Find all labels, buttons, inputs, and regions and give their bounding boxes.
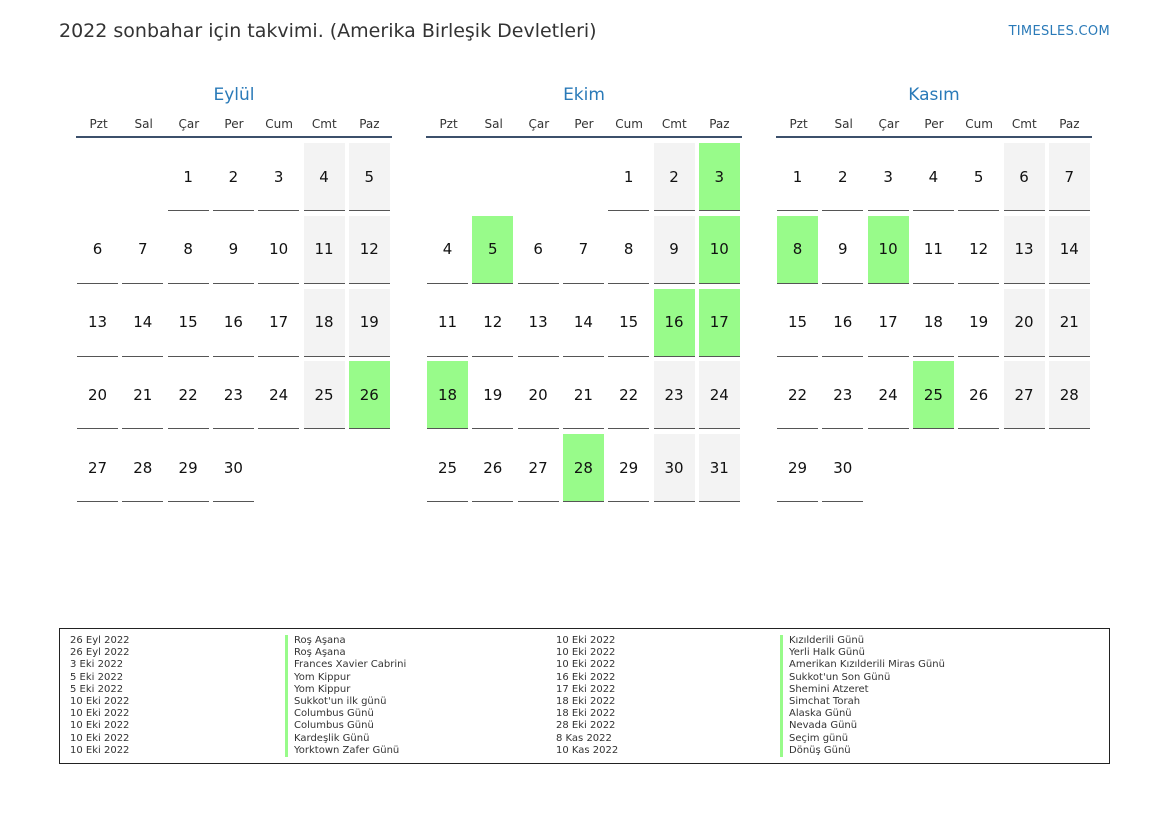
legend-holiday-name: Frances Xavier Cabrini: [285, 659, 406, 671]
weekday-label: Cmt: [661, 117, 687, 131]
day-cell[interactable]: 11: [304, 216, 345, 284]
holiday-day-cell[interactable]: 28: [563, 434, 604, 502]
day-cell[interactable]: 9: [213, 216, 254, 284]
day-cell[interactable]: 13: [518, 289, 559, 357]
day-cell[interactable]: 2: [213, 143, 254, 211]
day-cell[interactable]: 17: [868, 289, 909, 357]
day-cell[interactable]: 30: [654, 434, 695, 502]
day-cell[interactable]: 29: [608, 434, 649, 502]
day-cell[interactable]: 6: [77, 216, 118, 284]
day-cell[interactable]: 21: [563, 361, 604, 429]
legend-holiday-name: Nevada Günü: [780, 720, 945, 732]
day-cell[interactable]: 23: [822, 361, 863, 429]
legend-date: 28 Eki 2022: [556, 720, 616, 732]
legend-names-left: [285, 635, 406, 757]
day-cell[interactable]: 15: [777, 289, 818, 357]
day-cell[interactable]: 21: [1049, 289, 1090, 357]
legend-date: 10 Eki 2022: [556, 659, 616, 671]
legend-holiday-name: Kızılderili Günü: [780, 635, 945, 647]
day-cell[interactable]: 20: [1004, 289, 1045, 357]
holiday-day-cell[interactable]: 8: [777, 216, 818, 284]
day-cell[interactable]: 6: [1004, 143, 1045, 211]
day-cell[interactable]: 4: [304, 143, 345, 211]
legend-date: 26 Eyl 2022: [70, 635, 130, 646]
day-cell[interactable]: 28: [1049, 361, 1090, 429]
day-cell[interactable]: 1: [608, 143, 649, 211]
day-cell[interactable]: 25: [304, 361, 345, 429]
day-cell[interactable]: 11: [913, 216, 954, 284]
month-name: Kasım: [908, 85, 960, 105]
legend-date: 5 Eki 2022: [70, 683, 124, 695]
day-cell[interactable]: 5: [349, 143, 390, 211]
day-cell[interactable]: 16: [822, 289, 863, 357]
legend-holiday-name: Amerikan Kızılderili Miras Günü: [780, 659, 945, 671]
weekday-label: Pzt: [439, 117, 458, 131]
day-cell[interactable]: 27: [518, 434, 559, 502]
legend-holiday-name: Seçim günü: [780, 733, 945, 745]
weekday-label: Cum: [615, 117, 643, 131]
holiday-day-cell[interactable]: 10: [699, 216, 740, 284]
legend-names-right: [780, 635, 945, 757]
day-cell[interactable]: 17: [258, 289, 299, 357]
day-cell[interactable]: 10: [258, 216, 299, 284]
day-cell[interactable]: 14: [563, 289, 604, 357]
day-cell[interactable]: 22: [777, 361, 818, 429]
weekday-label: Per: [924, 117, 944, 131]
day-cell[interactable]: 15: [608, 289, 649, 357]
weekday-label: Per: [574, 117, 594, 131]
month-october: [426, 84, 742, 477]
legend-holiday-name: Sukkot'un ilk günü: [285, 696, 406, 708]
day-cell[interactable]: 29: [168, 434, 209, 502]
day-cell[interactable]: 31: [699, 434, 740, 502]
weekday-label: Cmt: [311, 117, 337, 131]
legend-date: 3 Eki 2022: [70, 659, 124, 671]
day-cell[interactable]: 2: [654, 143, 695, 211]
day-cell[interactable]: 4: [427, 216, 468, 284]
legend-date: 10 Eki 2022: [70, 720, 130, 732]
day-cell[interactable]: 9: [822, 216, 863, 284]
legend-date: 18 Eki 2022: [556, 708, 616, 720]
legend-holiday-name: Roş Aşana: [285, 635, 406, 647]
weekday-header: [76, 116, 392, 138]
holiday-day-cell[interactable]: 17: [699, 289, 740, 357]
legend-holiday-name: Kardeşlik Günü: [285, 733, 406, 745]
day-cell[interactable]: 26: [958, 361, 999, 429]
site-link[interactable]: TIMESLES.COM: [1008, 24, 1110, 39]
day-cell[interactable]: 8: [168, 216, 209, 284]
legend-holiday-name: Yerli Halk Günü: [780, 647, 945, 659]
month-november: [776, 84, 1092, 477]
weekday-label: Paz: [359, 117, 380, 131]
weekday-label: Pzt: [789, 117, 808, 131]
day-cell[interactable]: 1: [777, 143, 818, 211]
day-cell[interactable]: 11: [427, 289, 468, 357]
legend-holiday-name: Yorktown Zafer Günü: [285, 745, 406, 757]
weekday-header: [776, 116, 1092, 138]
holiday-day-cell[interactable]: 10: [868, 216, 909, 284]
legend-date: 10 Eki 2022: [70, 696, 130, 708]
legend-date: 10 Eki 2022: [70, 732, 130, 744]
day-cell[interactable]: 7: [122, 216, 163, 284]
day-cell[interactable]: 23: [213, 361, 254, 429]
weekday-label: Çar: [178, 117, 200, 131]
day-cell[interactable]: 19: [958, 289, 999, 357]
weekday-label: Paz: [709, 117, 730, 131]
legend-holiday-name: Yom Kippur: [285, 672, 406, 684]
legend-date: 26 Eyl 2022: [70, 647, 130, 659]
legend-date: 18 Eki 2022: [556, 696, 616, 708]
day-cell[interactable]: 12: [349, 216, 390, 284]
legend-holiday-name: Alaska Günü: [780, 708, 945, 720]
weekday-label: Paz: [1059, 117, 1080, 131]
day-cell[interactable]: 28: [122, 434, 163, 502]
legend-holiday-name: Shemini Atzeret: [780, 684, 945, 696]
holiday-day-cell[interactable]: 25: [913, 361, 954, 429]
weekday-label: Sal: [484, 117, 503, 131]
day-cell[interactable]: 20: [77, 361, 118, 429]
weekday-label: Cum: [265, 117, 293, 131]
day-cell[interactable]: 19: [349, 289, 390, 357]
day-cell[interactable]: 13: [1004, 216, 1045, 284]
day-cell[interactable]: 26: [472, 434, 513, 502]
day-cell[interactable]: 29: [777, 434, 818, 502]
day-cell[interactable]: 1: [168, 143, 209, 211]
weekday-label: Çar: [878, 117, 900, 131]
day-cell[interactable]: 15: [168, 289, 209, 357]
day-cell[interactable]: 18: [304, 289, 345, 357]
day-cell[interactable]: 27: [77, 434, 118, 502]
weekday-header: [426, 116, 742, 138]
day-cell[interactable]: 12: [472, 289, 513, 357]
day-cell[interactable]: 24: [699, 361, 740, 429]
day-cell[interactable]: 16: [213, 289, 254, 357]
legend-date: 8 Kas 2022: [556, 732, 612, 744]
legend-date: 10 Eki 2022: [556, 635, 616, 646]
day-cell[interactable]: 7: [1049, 143, 1090, 211]
legend-date: 17 Eki 2022: [556, 683, 616, 695]
day-cell[interactable]: 5: [958, 143, 999, 211]
legend-holiday-name: Yom Kippur: [285, 684, 406, 696]
legend-date: 10 Eki 2022: [70, 708, 130, 720]
day-cell[interactable]: 3: [258, 143, 299, 211]
holiday-day-cell[interactable]: 3: [699, 143, 740, 211]
legend-date: 5 Eki 2022: [70, 671, 124, 683]
legend-holiday-name: Roş Aşana: [285, 647, 406, 659]
day-cell[interactable]: 30: [822, 434, 863, 502]
weekday-label: Pzt: [89, 117, 108, 131]
day-cell[interactable]: 4: [913, 143, 954, 211]
holiday-day-cell[interactable]: 16: [654, 289, 695, 357]
day-cell[interactable]: 18: [913, 289, 954, 357]
legend-date: 10 Kas 2022: [556, 744, 619, 756]
day-cell[interactable]: 3: [868, 143, 909, 211]
day-cell[interactable]: 19: [472, 361, 513, 429]
month-name: Eylül: [213, 85, 255, 105]
day-cell[interactable]: 2: [822, 143, 863, 211]
day-cell[interactable]: 8: [608, 216, 649, 284]
day-cell[interactable]: 13: [77, 289, 118, 357]
day-cell[interactable]: 9: [654, 216, 695, 284]
day-cell[interactable]: 22: [608, 361, 649, 429]
day-cell[interactable]: 27: [1004, 361, 1045, 429]
day-cell[interactable]: 24: [258, 361, 299, 429]
day-cell[interactable]: 20: [518, 361, 559, 429]
page-title: 2022 sonbahar için takvimi. (Amerika Birleşik Devletleri): [59, 20, 597, 42]
month-september: [76, 84, 392, 477]
day-cell[interactable]: 7: [563, 216, 604, 284]
legend-date: 10 Eki 2022: [556, 647, 616, 659]
day-cell[interactable]: 24: [868, 361, 909, 429]
day-cell[interactable]: 6: [518, 216, 559, 284]
weekday-label: Sal: [834, 117, 853, 131]
legend-holiday-name: Sukkot'un Son Günü: [780, 672, 945, 684]
day-cell[interactable]: 21: [122, 361, 163, 429]
holiday-day-cell[interactable]: 26: [349, 361, 390, 429]
weekday-label: Çar: [528, 117, 550, 131]
legend-holiday-name: Simchat Torah: [780, 696, 945, 708]
day-cell[interactable]: 12: [958, 216, 999, 284]
month-name: Ekim: [563, 85, 605, 105]
legend-dates-left: [70, 635, 130, 757]
day-cell[interactable]: 14: [122, 289, 163, 357]
holiday-day-cell[interactable]: 5: [472, 216, 513, 284]
holiday-day-cell[interactable]: 18: [427, 361, 468, 429]
weekday-label: Cum: [965, 117, 993, 131]
day-cell[interactable]: 23: [654, 361, 695, 429]
holiday-legend: [59, 628, 1110, 764]
weekday-label: Sal: [134, 117, 153, 131]
day-cell[interactable]: 25: [427, 434, 468, 502]
legend-holiday-name: Columbus Günü: [285, 708, 406, 720]
day-cell[interactable]: 22: [168, 361, 209, 429]
legend-dates-right: [556, 635, 618, 757]
weekday-label: Cmt: [1011, 117, 1037, 131]
legend-date: 16 Eki 2022: [556, 671, 616, 683]
day-cell[interactable]: 30: [213, 434, 254, 502]
legend-holiday-name: Dönüş Günü: [780, 745, 945, 757]
day-cell[interactable]: 14: [1049, 216, 1090, 284]
legend-date: 10 Eki 2022: [70, 744, 130, 756]
legend-holiday-name: Columbus Günü: [285, 720, 406, 732]
weekday-label: Per: [224, 117, 244, 131]
